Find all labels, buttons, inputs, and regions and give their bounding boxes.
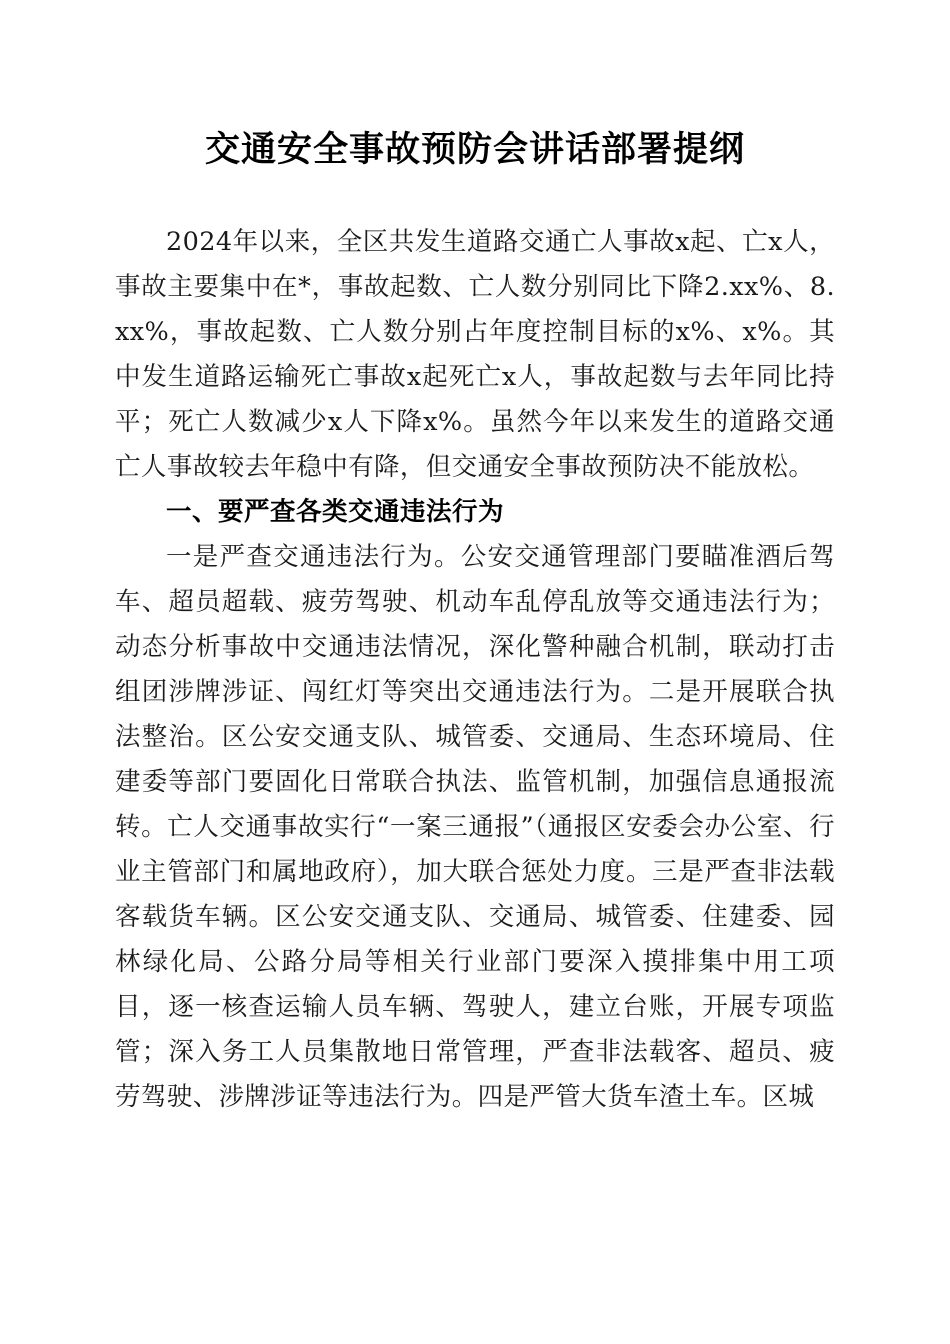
intro-paragraph: 2024年以来，全区共发生道路交通亡人事故x起、亡x人，事故主要集中在*，事故起数、亡人数分别同比下降2.xx%、8.xx%，事故起数、亡人数分别占年度控制目标的x%、x%。其中发生道路运输死亡事故x起死亡x人，事故起数与去年同比持平；死亡人数减少x人下降x%。虽然今年以来发生的道路交通亡人事故较去年稳中有降，但交通安全事故预防决不能放松。 <box>115 227 835 482</box>
heading-section-one: 一、要严查各类交通违法行为 <box>166 498 505 526</box>
document-body <box>115 174 835 1120</box>
section-one-body: 一是严查交通违法行为。公安交通管理部门要瞄准酒后驾车、超员超载、疲劳驾驶、机动车乱停乱放等交通违法行为；动态分析事故中交通违法情况，深化警种融合机制，联动打击组团涉牌涉证、闯红灯等突出交通违法行为。二是开展联合执法整治。区公安交通支队、城管委、交通局、生态环境局、住建委等部门要固化日常联合执法、监管机制，加强信息通报流转。亡人交通事故实行“一案三通报”（通报区安委会办公室、行业主管部门和属地政府），加大联合惩处力度。三是严查非法载客载货车辆。区公安交通支队、交通局、城管委、住建委、园林绿化局、公路分局等相关行业部门要深入摸排集中用工项目，逐一核查运输人员车辆、驾驶人，建立台账，开展专项监管；深入务工人员集散地日常管理，严查非法载客、超员、疲劳驾驶、涉牌涉证等违法行为。四是严管大货车渣土车。区城 <box>115 542 835 1112</box>
page-title: 交通安全事故预防会讲话部署提纲 <box>204 129 745 170</box>
